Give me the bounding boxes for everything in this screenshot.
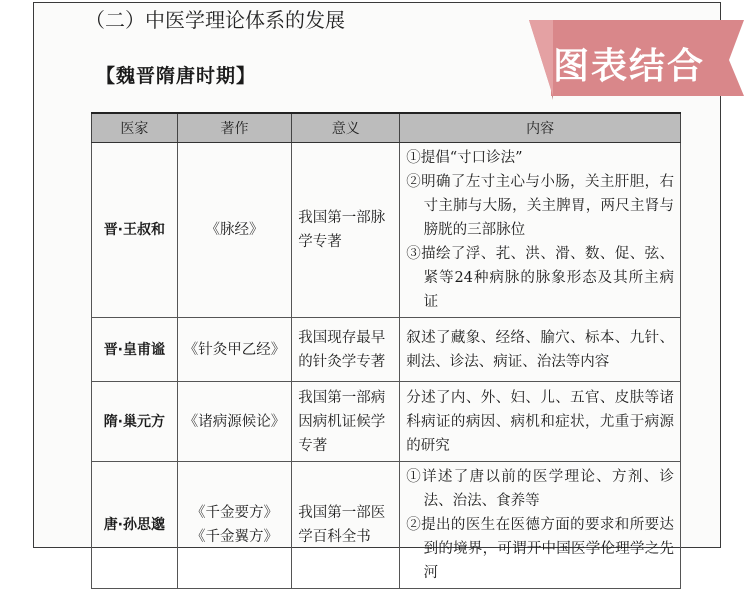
- content-item: ②提出的医生在医德方面的要求和所要达到的境界，可谓开中国医学伦理学之先河: [406, 517, 674, 581]
- header-work: 著作: [177, 113, 292, 143]
- content-item: ③描绘了浮、芤、洪、滑、数、促、弦、紧等24种病脉的脉象形态及其所主病证: [406, 246, 674, 310]
- meaning-cell: 我国第一部病因病机证候学专著: [292, 382, 400, 462]
- content-cell: [400, 382, 681, 462]
- header-content: 内容: [400, 113, 681, 143]
- doctor-cell: 唐·孙思邈: [92, 462, 178, 589]
- table-row: [92, 318, 681, 382]
- work-title: 《千金翼方》: [190, 529, 278, 545]
- table-row: [92, 143, 681, 318]
- work-cell: [177, 318, 292, 382]
- content-item: ①详述了唐以前的医学理论、方剂、诊法、治法、食养等: [406, 469, 674, 509]
- content-cell: [400, 318, 681, 382]
- table-row: [92, 382, 681, 462]
- header-meaning: 意义: [292, 113, 400, 143]
- content-cell: [400, 143, 681, 318]
- work-title: 《千金要方》: [190, 505, 278, 521]
- doctors-table: [91, 112, 681, 589]
- badge-label: 图表结合: [553, 46, 706, 87]
- work-title: 《脉经》: [205, 222, 264, 238]
- doctor-cell: 晋·皇甫谧: [92, 318, 178, 382]
- content-item: 叙述了藏象、经络、腧穴、标本、九针、刺法、诊法、病证、治法等内容: [406, 329, 674, 370]
- work-cell: [177, 143, 292, 318]
- content-cell: [400, 462, 681, 589]
- content-item: 分述了内、外、妇、儿、五官、皮肤等诸科病证的病因、病机和症状，尤重于病源的研究: [406, 389, 674, 454]
- meaning-cell: 我国第一部医学百科全书: [292, 462, 400, 589]
- doctor-cell: 晋·王叔和: [92, 143, 178, 318]
- meaning-cell: 我国现存最早的针灸学专著: [292, 318, 400, 382]
- work-cell: [177, 382, 292, 462]
- table-row: [92, 462, 681, 589]
- section-title: （二）中医学理论体系的发展: [85, 8, 345, 32]
- work-cell: [177, 462, 292, 589]
- doctor-cell: 隋·巢元方: [92, 382, 178, 462]
- header-doctor: 医家: [92, 113, 178, 143]
- table-header-row: [92, 113, 681, 143]
- meaning-cell: 我国第一部脉学专著: [292, 143, 400, 318]
- work-title: 《针灸甲乙经》: [183, 341, 286, 358]
- work-title: 《诸病源候论》: [183, 413, 286, 430]
- content-item: ②明确了左寸主心与小肠，关主肝胆，右寸主肺与大肠，关主脾胃，两尺主肾与膀胱的三部脉位: [406, 174, 674, 238]
- period-label: 【魏晋隋唐时期】: [96, 65, 257, 87]
- content-item: ①提倡“寸口诊法”: [406, 150, 523, 166]
